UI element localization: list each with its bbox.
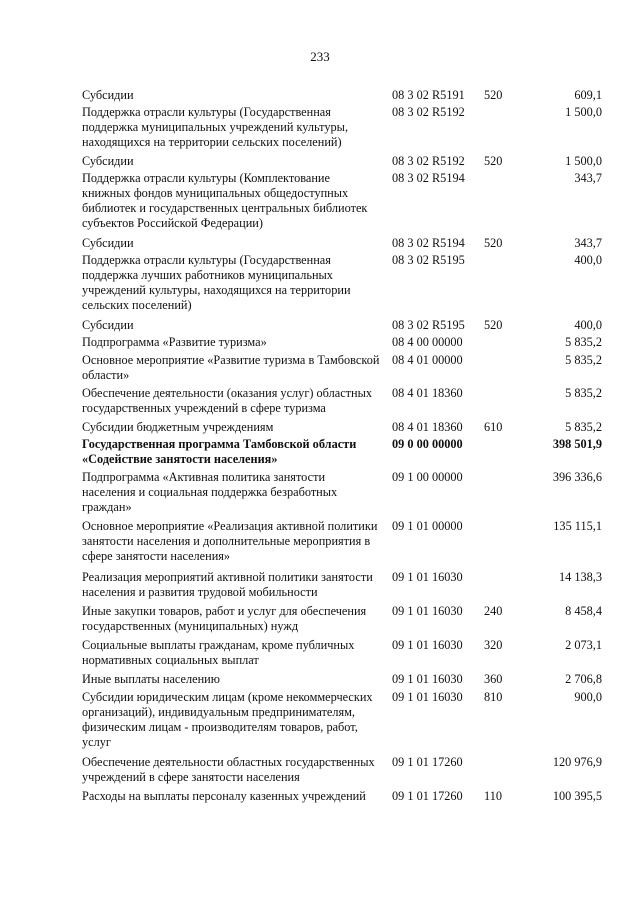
row-name: Субсидии бюджетным учреждениям: [82, 420, 274, 434]
row-name: Обеспечение деятельности областных государственных учреждений в сфере занятости населения: [82, 755, 375, 784]
row-amount: 396 336,6: [552, 470, 602, 484]
table-row: [82, 638, 602, 668]
row-expense-type: 520: [484, 154, 503, 168]
table-row: [82, 755, 602, 785]
page-number: 233: [310, 49, 330, 64]
row-amount: 1 500,0: [565, 105, 602, 119]
row-code: 08 3 02 R5195: [392, 253, 465, 267]
row-code: 08 3 02 R5192: [392, 105, 465, 119]
table-row: [82, 335, 602, 350]
table-row: [82, 470, 602, 515]
row-amount: 900,0: [574, 690, 602, 704]
row-expense-type: 520: [484, 236, 503, 250]
row-amount: 5 835,2: [565, 335, 602, 349]
row-name: Основное мероприятие «Реализация активной политики занятости населения и дополнительные мероприятия в сфере занятости населения»: [82, 519, 378, 563]
row-code: 08 4 01 18360: [392, 420, 463, 434]
row-amount: 400,0: [574, 318, 602, 332]
row-code: 09 1 01 00000: [392, 519, 463, 533]
row-code: 09 1 01 16030: [392, 604, 463, 618]
row-name: Поддержка отрасли культуры (Государственная поддержка муниципальных учреждений культуры, находящихся на территории сельских поселений): [82, 105, 349, 149]
table-row: [82, 437, 602, 467]
table-row: [82, 318, 602, 333]
row-code: 08 3 02 R5192: [392, 154, 465, 168]
row-code: 08 3 02 R5195: [392, 318, 465, 332]
row-amount: 343,7: [574, 236, 602, 250]
table-row: [82, 154, 602, 169]
row-amount: 398 501,9: [552, 437, 602, 451]
table-row: [82, 672, 602, 687]
row-amount: 5 835,2: [565, 386, 602, 400]
row-name: Поддержка отрасли культуры (Комплектование книжных фондов муниципальных общедоступных библиотек и государственных центральных библиотек субъектов Российской Федерации): [82, 171, 368, 230]
row-expense-type: 360: [484, 672, 503, 686]
row-name: Поддержка отрасли культуры (Государственная поддержка лучших работников муниципальных учреждений культуры, находящихся на территории сельских поселений): [82, 253, 351, 312]
row-name: Субсидии: [82, 236, 134, 250]
row-name: Расходы на выплаты персоналу казенных учреждений: [82, 789, 366, 803]
row-amount: 5 835,2: [565, 353, 602, 367]
row-code: 08 4 01 18360: [392, 386, 463, 400]
row-expense-type: 320: [484, 638, 503, 652]
row-amount: 100 395,5: [552, 789, 602, 803]
row-amount: 1 500,0: [565, 154, 602, 168]
row-amount: 2 706,8: [565, 672, 602, 686]
row-code: 08 3 02 R5194: [392, 236, 465, 250]
table-row: [82, 570, 602, 600]
row-amount: 2 073,1: [565, 638, 602, 652]
row-name: Субсидии юридическим лицам (кроме некоммерческих организаций), индивидуальным предпринимателям, физическим лицам - производителям товаров, работ, услуг: [82, 690, 373, 749]
row-amount: 5 835,2: [565, 420, 602, 434]
row-name: Субсидии: [82, 88, 134, 102]
table-row: [82, 253, 602, 313]
table-row: [82, 236, 602, 251]
row-code: 09 1 01 16030: [392, 672, 463, 686]
row-code: 09 0 00 00000: [392, 437, 463, 451]
row-name: Обеспечение деятельности (оказания услуг) областных государственных учреждений в сфере туризма: [82, 386, 373, 415]
row-name: Иные закупки товаров, работ и услуг для обеспечения государственных (муниципальных) нужд: [82, 604, 367, 633]
row-name: Реализация мероприятий активной политики занятости населения и развития трудовой мобильности: [82, 570, 373, 599]
table-row: [82, 789, 602, 804]
row-name: Подпрограмма «Активная политика занятости населения и социальная поддержка безработных граждан»: [82, 470, 338, 514]
table-row: [82, 105, 602, 150]
row-amount: 8 458,4: [565, 604, 602, 618]
row-expense-type: 520: [484, 88, 503, 102]
row-code: 09 1 01 16030: [392, 570, 463, 584]
table-row: [82, 420, 602, 435]
row-expense-type: 240: [484, 604, 503, 618]
row-code: 09 1 01 16030: [392, 690, 463, 704]
row-expense-type: 810: [484, 690, 503, 704]
row-name: Государственная программа Тамбовской области «Содействие занятости населения»: [82, 437, 357, 466]
row-amount: 609,1: [574, 88, 602, 102]
row-name: Социальные выплаты гражданам, кроме публичных нормативных социальных выплат: [82, 638, 355, 667]
row-amount: 343,7: [574, 171, 602, 185]
table-row: [82, 386, 602, 416]
row-code: 08 4 00 00000: [392, 335, 463, 349]
row-expense-type: 610: [484, 420, 503, 434]
row-code: 09 1 00 00000: [392, 470, 463, 484]
table-row: [82, 171, 602, 231]
table-row: [82, 519, 602, 564]
row-code: 08 3 02 R5191: [392, 88, 465, 102]
table-row: [82, 353, 602, 383]
row-expense-type: 520: [484, 318, 503, 332]
row-code: 09 1 01 16030: [392, 638, 463, 652]
row-name: Субсидии: [82, 154, 134, 168]
row-code: 08 3 02 R5194: [392, 171, 465, 185]
row-expense-type: 110: [484, 789, 502, 803]
row-amount: 120 976,9: [552, 755, 602, 769]
row-code: 08 4 01 00000: [392, 353, 463, 367]
row-amount: 135 115,1: [553, 519, 602, 533]
table-row: [82, 604, 602, 634]
row-name: Подпрограмма «Развитие туризма»: [82, 335, 267, 349]
row-code: 09 1 01 17260: [392, 755, 463, 769]
row-name: Иные выплаты населению: [82, 672, 220, 686]
row-amount: 14 138,3: [558, 570, 602, 584]
table-row: [82, 88, 602, 103]
row-code: 09 1 01 17260: [392, 789, 463, 803]
row-amount: 400,0: [574, 253, 602, 267]
table-row: [82, 690, 602, 750]
row-name: Субсидии: [82, 318, 134, 332]
row-name: Основное мероприятие «Развитие туризма в Тамбовской области»: [82, 353, 380, 382]
